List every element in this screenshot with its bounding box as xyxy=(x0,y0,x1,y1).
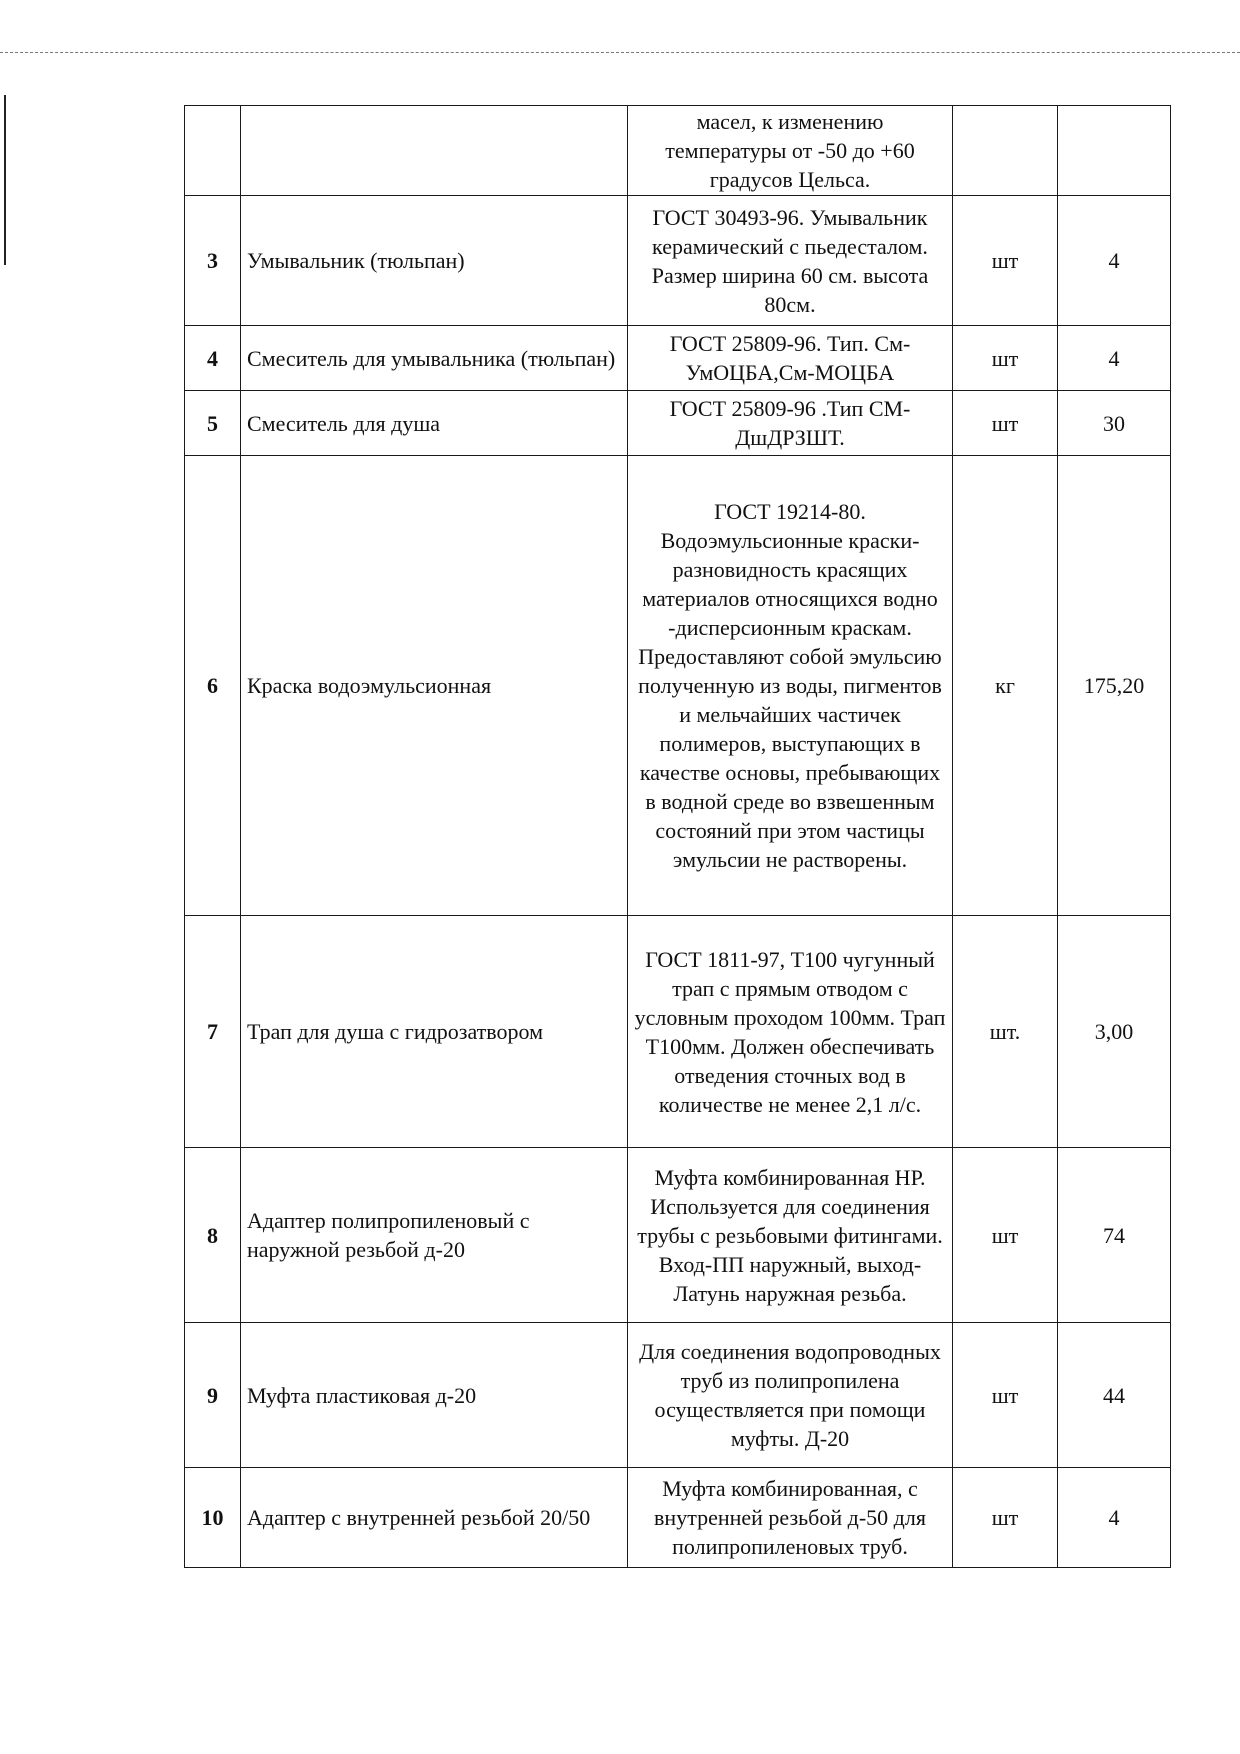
table-row xyxy=(185,106,1171,196)
specification-table xyxy=(184,105,1171,1568)
item-quantity: 3,00 xyxy=(1058,916,1171,1148)
table-row xyxy=(185,1148,1171,1323)
item-description: ГОСТ 30493-96. Умывальник керамический с пьедесталом. Размер ширина 60 см. высота 80см. xyxy=(628,196,953,326)
item-unit: шт xyxy=(953,1148,1058,1323)
table-row xyxy=(185,391,1171,456)
item-description: ГОСТ 19214-80. Водоэмульсионные краски-разновидность красящих материалов относящихся водно -дисперсионным краскам. Предоставляют собой эмульсию полученную из воды, пигментов и мельчайших частичек полимеров, выступающих в качестве основы, пребывающих в водной среде во взвешенным состояний при этом частицы эмульсии не растворены. xyxy=(628,456,953,916)
scan-artifact-line xyxy=(0,52,1240,53)
item-unit xyxy=(953,106,1058,196)
item-name xyxy=(241,106,628,196)
item-unit: шт xyxy=(953,1323,1058,1468)
row-number: 10 xyxy=(185,1468,241,1568)
item-name: Муфта пластиковая д-20 xyxy=(241,1323,628,1468)
item-quantity: 30 xyxy=(1058,391,1171,456)
item-quantity xyxy=(1058,106,1171,196)
item-name: Трап для душа с гидрозатвором xyxy=(241,916,628,1148)
item-description: Для соединения водопроводных труб из полипропилена осуществляется при помощи муфты. Д-20 xyxy=(628,1323,953,1468)
row-number: 8 xyxy=(185,1148,241,1323)
item-description: ГОСТ 25809-96 .Тип СМ-ДшДРЗШТ. xyxy=(628,391,953,456)
item-unit: шт xyxy=(953,326,1058,391)
item-description: масел, к изменению температуры от -50 до +60 градусов Цельса. xyxy=(628,106,953,196)
item-description: Муфта комбинированная, с внутренней резьбой д-50 для полипропиленовых труб. xyxy=(628,1468,953,1568)
item-description: ГОСТ 1811-97, Т100 чугунный трап с прямым отводом с условным проходом 100мм. Трап Т100мм. Должен обеспечивать отведения сточных вод в количестве не менее 2,1 л/с. xyxy=(628,916,953,1148)
item-unit: шт xyxy=(953,196,1058,326)
row-number: 7 xyxy=(185,916,241,1148)
item-name: Умывальник (тюльпан) xyxy=(241,196,628,326)
item-name: Адаптер полипропиленовый с наружной резьбой д-20 xyxy=(241,1148,628,1323)
item-quantity: 74 xyxy=(1058,1148,1171,1323)
table-row xyxy=(185,196,1171,326)
item-quantity: 175,20 xyxy=(1058,456,1171,916)
item-description: Муфта комбинированная НР. Используется для соединения трубы с резьбовыми фитингами. Вход-ПП наружный, выход-Латунь наружная резьба. xyxy=(628,1148,953,1323)
table-row xyxy=(185,1468,1171,1568)
table-row xyxy=(185,1323,1171,1468)
item-unit: шт xyxy=(953,1468,1058,1568)
item-quantity: 4 xyxy=(1058,326,1171,391)
row-number: 6 xyxy=(185,456,241,916)
table-row xyxy=(185,326,1171,391)
table-row xyxy=(185,456,1171,916)
item-name: Краска водоэмульсионная xyxy=(241,456,628,916)
item-description: ГОСТ 25809-96. Тип. См-УмОЦБА,См-МОЦБА xyxy=(628,326,953,391)
row-number: 5 xyxy=(185,391,241,456)
row-number xyxy=(185,106,241,196)
item-unit: шт. xyxy=(953,916,1058,1148)
item-unit: кг xyxy=(953,456,1058,916)
table-row xyxy=(185,916,1171,1148)
scan-artifact-margin xyxy=(4,95,6,265)
row-number: 9 xyxy=(185,1323,241,1468)
item-quantity: 4 xyxy=(1058,1468,1171,1568)
item-quantity: 44 xyxy=(1058,1323,1171,1468)
item-quantity: 4 xyxy=(1058,196,1171,326)
item-name: Адаптер с внутренней резьбой 20/50 xyxy=(241,1468,628,1568)
item-name: Смеситель для душа xyxy=(241,391,628,456)
row-number: 4 xyxy=(185,326,241,391)
item-unit: шт xyxy=(953,391,1058,456)
row-number: 3 xyxy=(185,196,241,326)
item-name: Смеситель для умывальника (тюльпан) xyxy=(241,326,628,391)
